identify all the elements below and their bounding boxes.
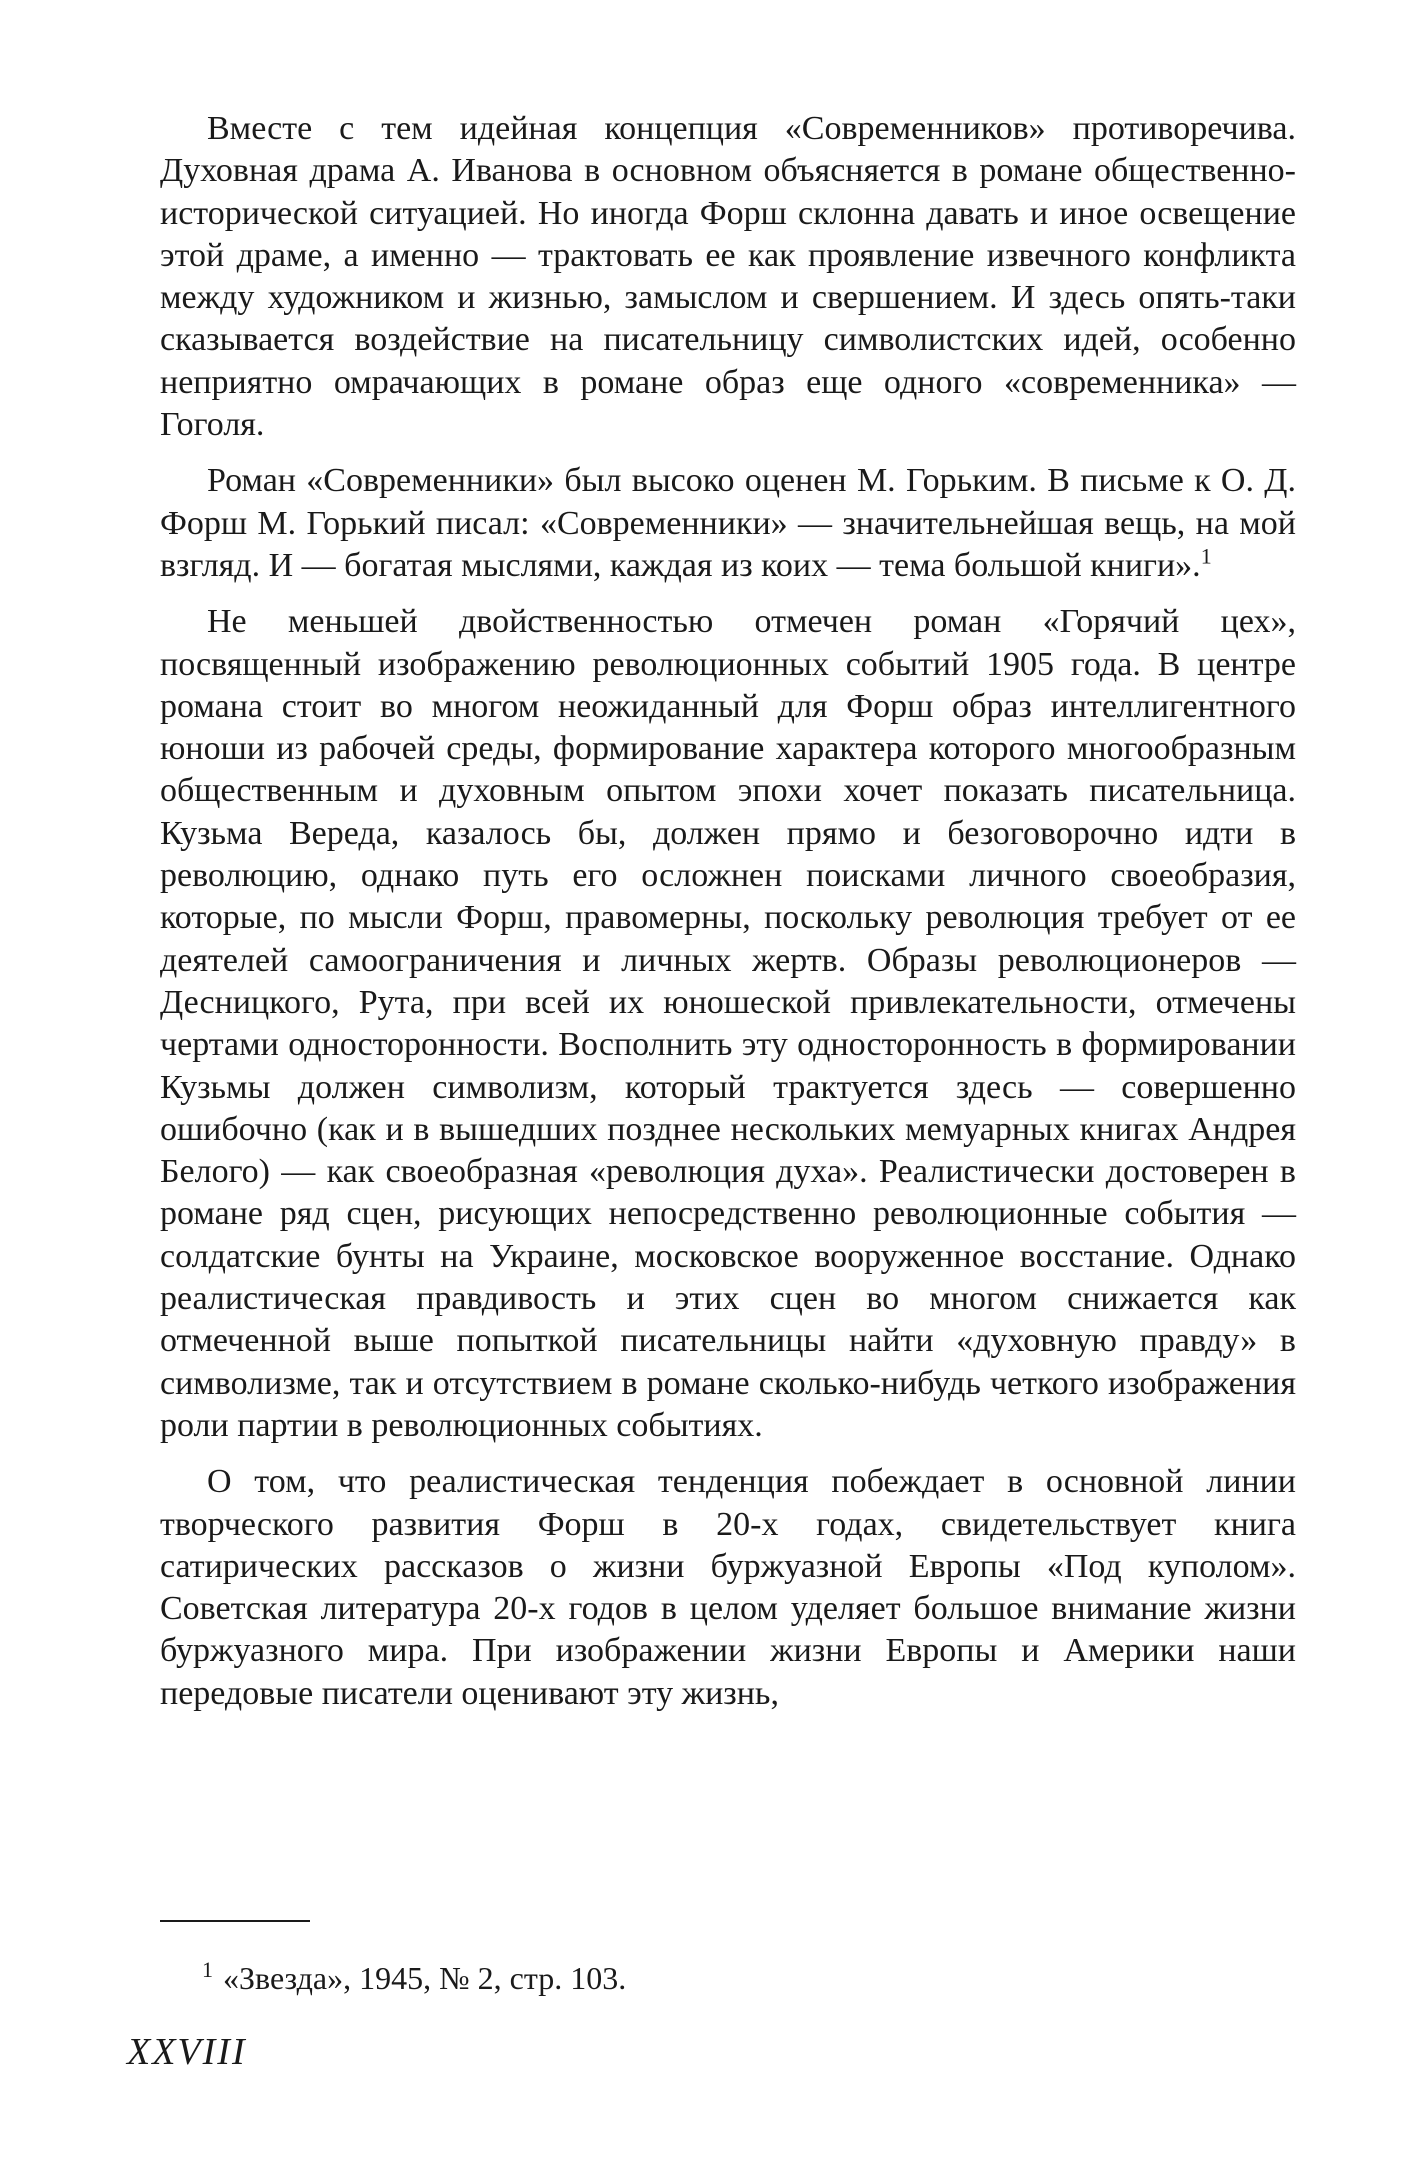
paragraph-1 [160,108,1296,446]
footnote-reference: 1 [1200,543,1212,569]
paragraph-2-text: Роман «Современники» был высоко оценен М. Горьким. В письме к О. Д. Форш М. Горький писал: «Современники» — значительнейшая вещь, на мой взгляд. И — богатая мыслями, каждая из коих — тема большой книги». [160,462,1296,584]
footnote [202,1958,626,1998]
paragraph-2 [160,460,1296,587]
footnote-text: «Звезда», 1945, № 2, стр. 103. [223,1960,627,1996]
page-number: XXVIII [127,2031,247,2073]
footnote-divider [160,1920,310,1922]
paragraph-3-text: Не меньшей двойственностью отмечен роман «Горячий цех», посвященный изображению революционных событий 1905 года. В центре романа стоит во многом неожиданный для Форш образ интеллигентного юноши из рабочей среды, формирование характера которого многообразным общественным и духовным опытом эпохи хочет показать писательница. Кузьма Вереда, казалось бы, должен прямо и безоговорочно идти в революцию, однако путь его осложнен поисками личного своеобразия, которые, по мысли Форш, правомерны, поскольку революция требует от ее деятелей самоограничения и личных жертв. Образы революционеров — Десницкого, Рута, при всей их юношеской привлекательности, отмечены чертами односторонности. Восполнить эту односторонность в формировании Кузьмы должен символизм, который трактуется здесь — совершенно ошибочно (как и в вышедших позднее нескольких мемуарных книгах Андрея Белого) — как своеобразная «революция духа». Реалистически достоверен в романе ряд сцен, рисующих непосредственно революционные события — солдатские бунты на Украине, московское вооруженное восстание. Однако реалистическая правдивость и этих сцен во многом снижается как отмеченной выше попыткой писательницы найти «духовную правду» в символизме, так и отсутствием в романе сколько-нибудь четкого изображения роли партии в революционных событиях. [160,603,1296,1444]
footnote-number: 1 [202,1957,213,1983]
paragraph-1-text: Вместе с тем идейная концепция «Современников» противоречива. Духовная драма А. Иванова в основном объясняется в романе общественно-исторической ситуацией. Но иногда Форш склонна давать и иное освещение этой драме, а именно — трактовать ее как проявление извечного конфликта между художником и жизнью, замыслом и свершением. И здесь опять-таки сказывается воздействие на писательницу символистских идей, особенно неприятно омрачающих в романе образ еще одного «современника» — Гоголя. [160,110,1296,444]
paragraph-3 [160,601,1296,1447]
main-text [160,108,1296,1715]
paragraph-4 [160,1461,1296,1715]
paragraph-4-text: О том, что реалистическая тенденция побеждает в основной линии творческого развития Форш в 20-х годах, свидетельствует книга сатирических рассказов о жизни буржуазной Европы «Под куполом». Советская литература 20-х годов в целом уделяет большое внимание жизни буржуазного мира. При изображении жизни Европы и Америки наши передовые писатели оценивают эту жизнь, [160,1463,1296,1712]
